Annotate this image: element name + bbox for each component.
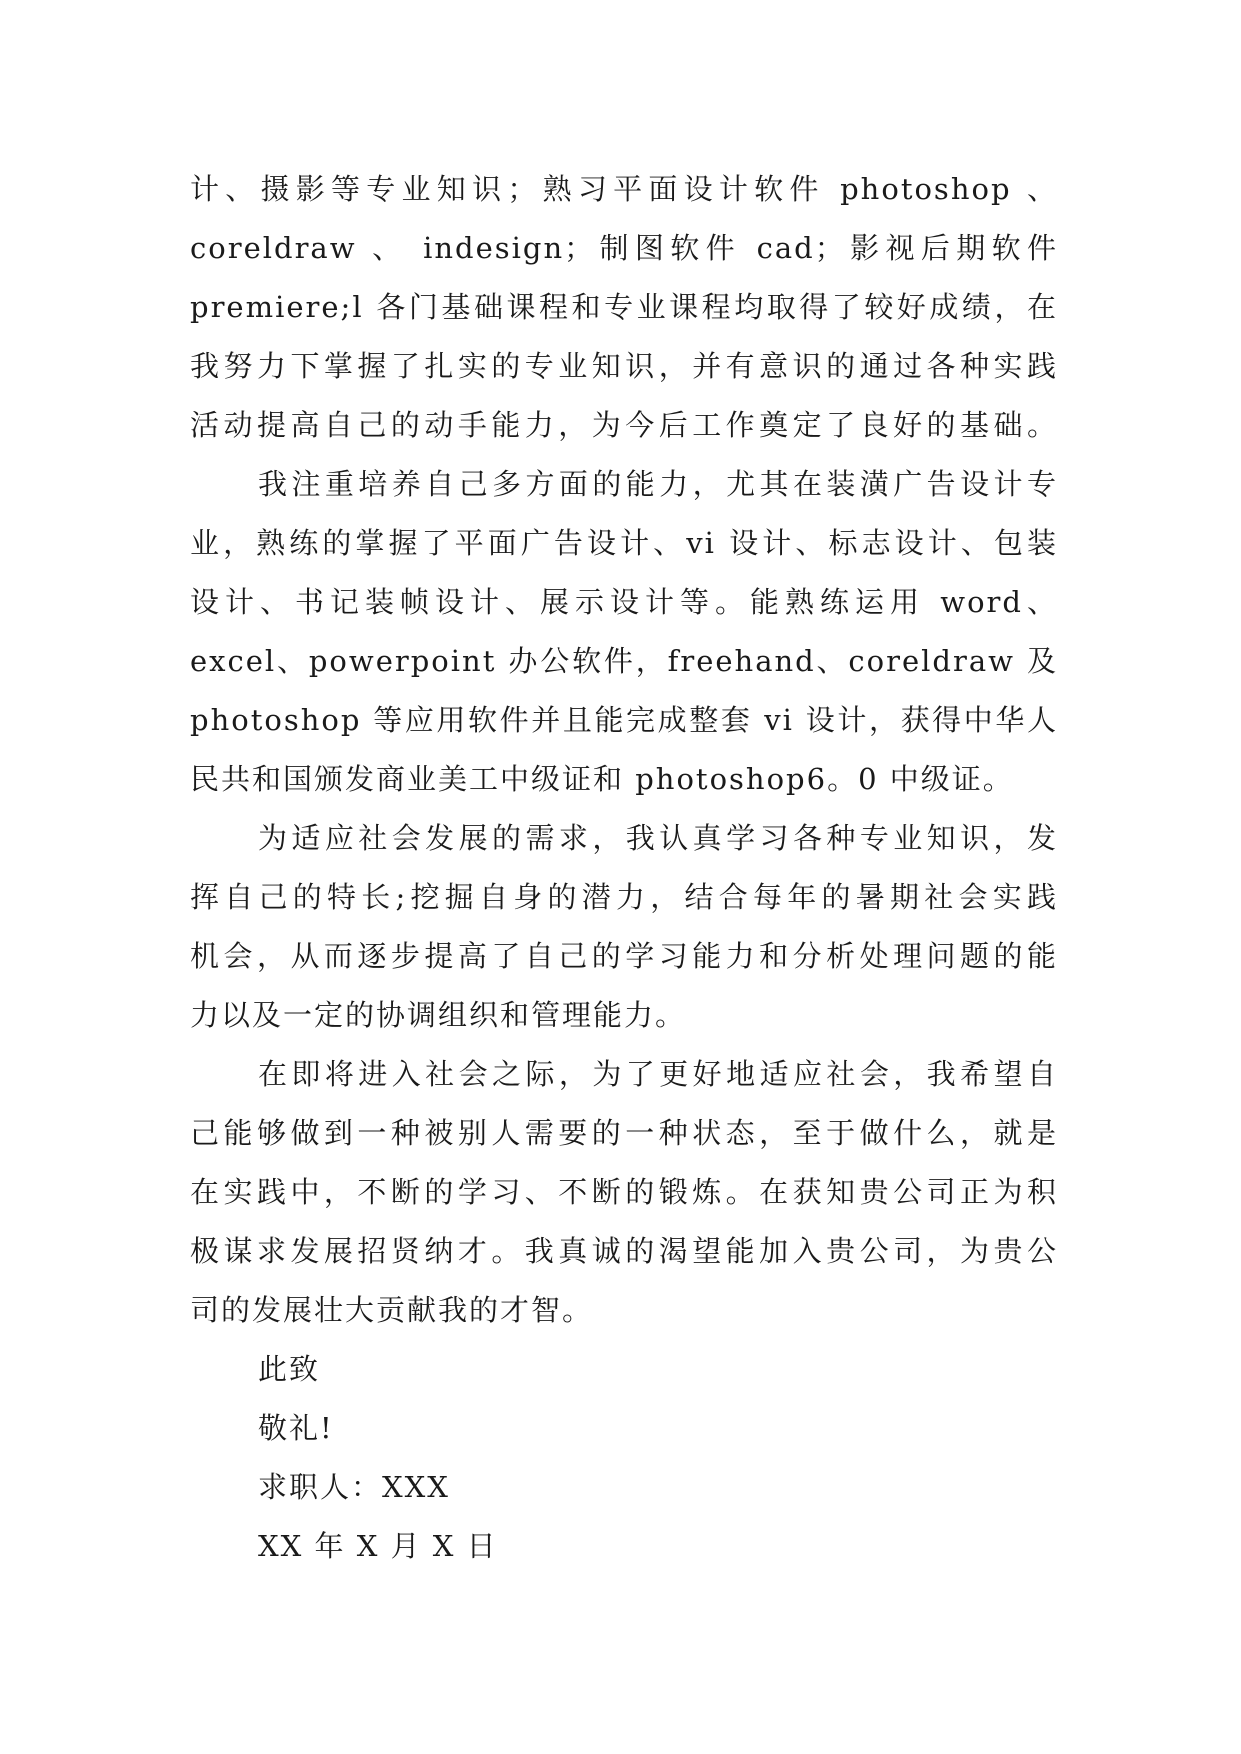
body-line: 业，熟练的掌握了平面广告设计、vi 设计、标志设计、包装 bbox=[190, 526, 1058, 560]
body-line: 我努力下掌握了扎实的专业知识，并有意识的通过各种实践 bbox=[190, 349, 1058, 383]
closing-regards: 敬礼! bbox=[258, 1411, 334, 1445]
body-line: 挥自己的特长;挖掘自身的潜力，结合每年的暑期社会实践 bbox=[190, 880, 1058, 914]
body-line: 在实践中，不断的学习、不断的锻炼。在获知贵公司正为积 bbox=[190, 1175, 1058, 1209]
body-line: photoshop 等应用软件并且能完成整套 vi 设计，获得中华人 bbox=[190, 703, 1058, 737]
closing-salutation: 此致 bbox=[258, 1352, 321, 1386]
paragraph-first-line: 在即将进入社会之际，为了更好地适应社会，我希望自 bbox=[258, 1057, 1058, 1091]
signature-applicant: 求职人：XXX bbox=[258, 1470, 450, 1504]
body-line: 活动提高自己的动手能力，为今后工作奠定了良好的基础。 bbox=[190, 408, 1058, 442]
paragraph-last-line: 司的发展壮大贡献我的才智。 bbox=[190, 1293, 594, 1327]
body-line: 计、摄影等专业知识；熟习平面设计软件 photoshop 、 bbox=[190, 172, 1058, 206]
paragraph-last-line: 力以及一定的协调组织和管理能力。 bbox=[190, 998, 687, 1032]
paragraph-first-line: 为适应社会发展的需求，我认真学习各种专业知识，发 bbox=[258, 821, 1058, 855]
body-line: premiere;l 各门基础课程和专业课程均取得了较好成绩，在 bbox=[190, 290, 1058, 324]
paragraph-first-line: 我注重培养自己多方面的能力，尤其在装潢广告设计专 bbox=[258, 467, 1058, 501]
body-line: 设计、书记装帧设计、展示设计等。能熟练运用 word、 bbox=[190, 585, 1058, 619]
paragraph-last-line: 民共和国颁发商业美工中级证和 photoshop6。0 中级证。 bbox=[190, 762, 1014, 796]
body-line: excel、powerpoint 办公软件，freehand、coreldraw 及 bbox=[190, 644, 1058, 678]
letter-body bbox=[190, 160, 1058, 1576]
body-line: 己能够做到一种被别人需要的一种状态，至于做什么，就是 bbox=[190, 1116, 1058, 1150]
signature-date: XX 年 X 月 X 日 bbox=[258, 1529, 498, 1563]
body-line: coreldraw 、 indesign；制图软件 cad；影视后期软件 bbox=[190, 231, 1058, 265]
body-line: 极谋求发展招贤纳才。我真诚的渴望能加入贵公司，为贵公 bbox=[190, 1234, 1058, 1268]
body-line: 机会，从而逐步提高了自己的学习能力和分析处理问题的能 bbox=[190, 939, 1058, 973]
